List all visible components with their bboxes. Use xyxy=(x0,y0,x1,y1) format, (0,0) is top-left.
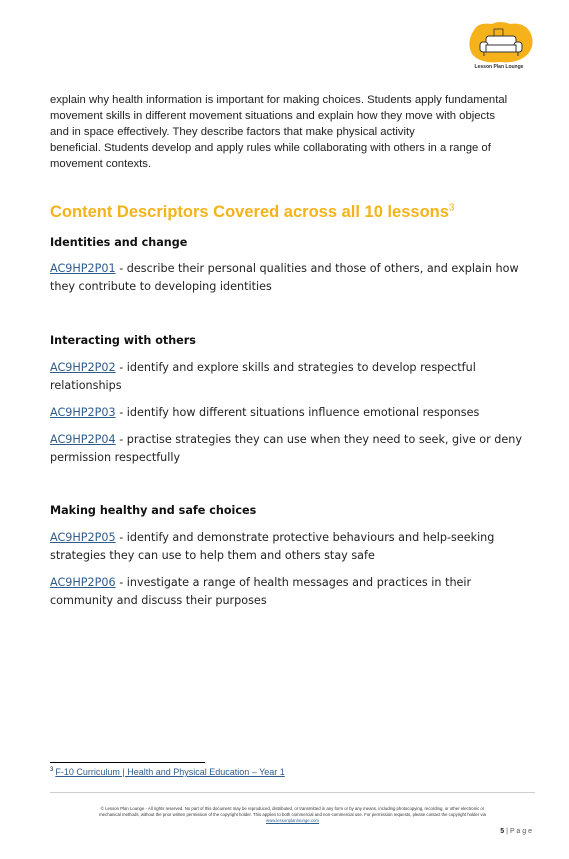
heading-text: Content Descriptors Covered across all 10 lessons xyxy=(50,203,449,221)
footnote-reference[interactable]: 3 xyxy=(448,202,455,214)
footnote-link[interactable]: F-10 Curriculum | Health and Physical Education – Year 1 xyxy=(55,767,285,777)
footer-divider xyxy=(50,792,535,793)
footnote xyxy=(50,767,285,777)
descriptor-text: - practise strategies they can use when they need to seek, give or deny permission respectfully xyxy=(50,433,523,464)
website-link[interactable]: www.lessonplanlounge.com xyxy=(265,818,320,823)
descriptor-item xyxy=(50,359,530,395)
intro-line: explain why health information is important for making choices. Students apply fundamental xyxy=(50,94,508,106)
descriptor-code-link[interactable]: AC9HP2P02 xyxy=(50,361,116,374)
descriptor-text: - identify how different situations influence emotional responses xyxy=(115,406,480,419)
intro-line: movement skills in different movement situations and explain how they move with objects xyxy=(50,110,495,122)
lesson-plan-lounge-logo xyxy=(466,20,536,74)
descriptor-item xyxy=(50,431,530,467)
intro-line: beneficial. Students develop and apply rules while collaborating with others in a range of xyxy=(50,142,491,154)
copyright-line: mechanical methods, without the prior written permission of the copyright holder. This applies to both commercial and non-commercial use. For permission requests, please contact the copyright holder via xyxy=(99,812,486,817)
descriptor-text: - describe their personal qualities and those of others, and explain how they contribute to developing identities xyxy=(50,262,519,293)
section-heading xyxy=(50,203,454,222)
descriptor-item xyxy=(50,260,530,296)
intro-line: movement contexts. xyxy=(50,158,152,170)
page-separator: | xyxy=(506,828,508,835)
descriptor-text: - identify and explore skills and strategies to develop respectful relationships xyxy=(50,361,476,392)
descriptor-text: - identify and demonstrate protective behaviours and help-seeking strategies they can use to help them and others stay safe xyxy=(50,531,495,562)
descriptor-item xyxy=(50,529,530,565)
descriptor-code-link[interactable]: AC9HP2P04 xyxy=(50,433,116,446)
page-number-value: 5 xyxy=(500,828,505,835)
descriptor-code-link[interactable]: AC9HP2P01 xyxy=(50,262,116,275)
copyright-notice xyxy=(50,806,535,824)
section-title-healthy-choices: Making healthy and safe choices xyxy=(50,504,257,517)
intro-paragraph xyxy=(50,92,530,172)
logo-text: Lesson Plan Lounge xyxy=(474,64,524,70)
sofa-logo-icon xyxy=(466,20,536,64)
section-title-interacting: Interacting with others xyxy=(50,334,196,347)
descriptor-code-link[interactable]: AC9HP2P06 xyxy=(50,576,116,589)
footnote-number: 3 xyxy=(50,767,54,773)
descriptor-item xyxy=(50,404,530,422)
descriptor-code-link[interactable]: AC9HP2P05 xyxy=(50,531,116,544)
page-label: P a g e xyxy=(509,828,532,835)
descriptor-code-link[interactable]: AC9HP2P03 xyxy=(50,406,116,419)
page-number xyxy=(500,828,532,835)
descriptor-item xyxy=(50,574,530,610)
section-title-identities: Identities and change xyxy=(50,236,188,249)
descriptor-text: - investigate a range of health messages and practices in their community and discuss their purposes xyxy=(50,576,472,607)
footnote-divider xyxy=(50,762,205,763)
copyright-line: © Lesson Plan Lounge - All rights reserved. No part of this document may be reproduced, distributed, or transmitted in any form or by any means, including photocopying, recording, or other electronic or xyxy=(100,806,485,811)
intro-line: and in space effectively. They describe factors that make physical activity xyxy=(50,126,415,138)
